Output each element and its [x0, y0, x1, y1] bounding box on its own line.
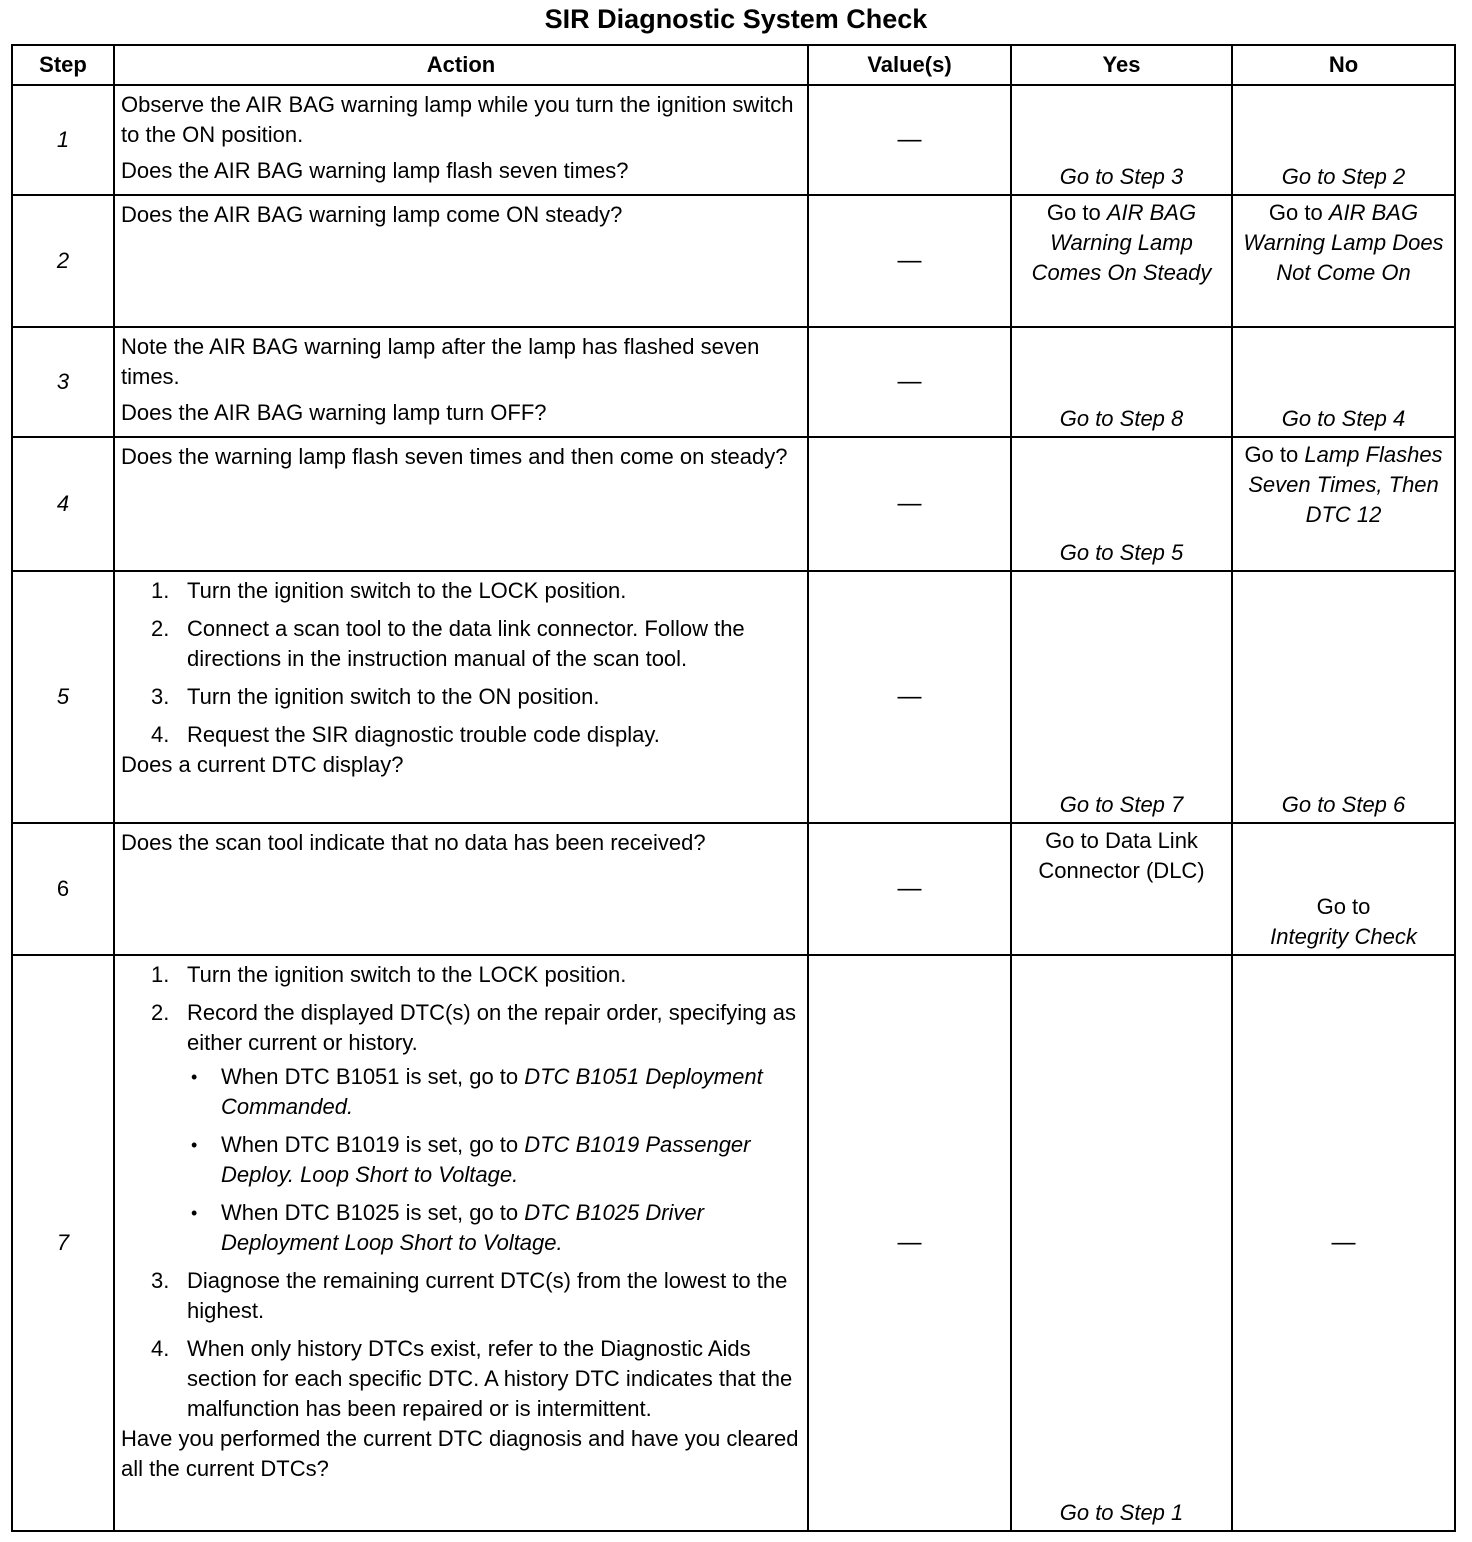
yes-cell: Go to Data Link Connector (DLC): [1011, 823, 1232, 955]
procedure-step: 2. Connect a scan tool to the data link connector. Follow the directions in the instruction manual of the scan tool.: [151, 616, 745, 671]
yes-cell: Go to Step 3: [1011, 85, 1232, 195]
procedure-step: 3. Diagnose the remaining current DTC(s) from the lowest to the highest.: [151, 1268, 788, 1323]
yes-reference: AIR BAG Warning Lamp Comes On Steady: [1031, 200, 1212, 285]
value-cell: —: [808, 955, 1011, 1531]
yes-cell: Go to Step 1: [1011, 955, 1232, 1531]
action-text: Note the AIR BAG warning lamp after the lamp has flashed seven times.: [121, 334, 760, 389]
value-cell: —: [808, 195, 1011, 327]
step-number: 3: [12, 327, 114, 437]
procedure-step: 1. Turn the ignition switch to the LOCK position.: [151, 962, 627, 987]
no-cell: Go to Step 6: [1232, 571, 1455, 823]
action-question: Does a current DTC display?: [121, 752, 404, 777]
no-prefix: Go to: [1244, 442, 1299, 467]
table-row: [12, 195, 1455, 327]
action-text: Observe the AIR BAG warning lamp while you turn the ignition switch to the ON position.: [121, 92, 794, 147]
action-question: Does the AIR BAG warning lamp flash seven times?: [121, 158, 629, 183]
action-question: Does the AIR BAG warning lamp turn OFF?: [121, 400, 547, 425]
dtc-bullet: • When DTC B1025 is set, go to DTC B1025 Driver Deployment Loop Short to Voltage.: [187, 1198, 801, 1258]
procedure-step: 4. Request the SIR diagnostic trouble code display.: [151, 722, 660, 747]
no-cell: [1232, 437, 1455, 571]
diagnostic-table: [11, 44, 1456, 1532]
header-values: Value(s): [808, 45, 1011, 85]
yes-cell: Go to Step 8: [1011, 327, 1232, 437]
no-cell: [1232, 823, 1455, 955]
dtc-reference: DTC B1051 Deployment Commanded.: [221, 1064, 763, 1119]
action-question: Have you performed the current DTC diagnosis and have you cleared all the current DTCs?: [121, 1426, 799, 1481]
table-row: [12, 571, 1455, 823]
procedure-step: 2. Record the displayed DTC(s) on the repair order, specifying as either current or history. • When DTC B1051 is set, go to DTC B1051 Deployment Commanded. • When DTC B1019 is set, go to DTC B1019 Passenger Deploy. Loop Short to Voltage. • When DTC B1025 is set, go to DTC B1025 Driver Deployment Loop Short to Voltage.: [121, 998, 801, 1258]
action-cell: [114, 955, 808, 1531]
value-cell: —: [808, 85, 1011, 195]
table-row: [12, 85, 1455, 195]
no-prefix: Go to: [1268, 200, 1323, 225]
header-step: Step: [12, 45, 114, 85]
action-cell: [114, 571, 808, 823]
procedure-step: 3. Turn the ignition switch to the ON position.: [151, 684, 600, 709]
value-cell: —: [808, 437, 1011, 571]
no-cell: Go to Step 4: [1232, 327, 1455, 437]
table-row: [12, 823, 1455, 955]
step-number: 2: [12, 195, 114, 327]
header-no: No: [1232, 45, 1455, 85]
header-yes: Yes: [1011, 45, 1232, 85]
step-number: 4: [12, 437, 114, 571]
dtc-bullet-list: [187, 1062, 801, 1258]
table-row: [12, 955, 1455, 1531]
value-cell: —: [808, 823, 1011, 955]
table-row: [12, 437, 1455, 571]
header-action: Action: [114, 45, 808, 85]
page-title: SIR Diagnostic System Check: [544, 4, 928, 34]
value-cell: —: [808, 571, 1011, 823]
procedure-step: 4. When only history DTCs exist, refer to the Diagnostic Aids section for each specific DTC. A history DTC indicates that the malfunction has been repaired or is intermittent.: [151, 1336, 793, 1421]
dtc-bullet: • When DTC B1051 is set, go to DTC B1051 Deployment Commanded.: [187, 1062, 801, 1122]
yes-prefix: Go to: [1046, 200, 1101, 225]
action-cell: [114, 195, 808, 327]
yes-cell: Go to Step 7: [1011, 571, 1232, 823]
dtc-bullet: • When DTC B1019 is set, go to DTC B1019 Passenger Deploy. Loop Short to Voltage.: [187, 1130, 801, 1190]
action-cell: [114, 823, 808, 955]
yes-cell: [1011, 195, 1232, 327]
no-cell: —: [1232, 955, 1455, 1531]
no-cell: Go to Step 2: [1232, 85, 1455, 195]
step-number: 5: [12, 571, 114, 823]
action-question: Does the warning lamp flash seven times and then come on steady?: [121, 444, 788, 469]
action-question: Does the AIR BAG warning lamp come ON steady?: [121, 202, 623, 227]
no-reference: Lamp Flashes Seven Times, Then DTC 12: [1248, 442, 1443, 527]
action-question: Does the scan tool indicate that no data has been received?: [121, 830, 706, 855]
dtc-reference: DTC B1025 Driver Deployment Loop Short to Voltage.: [221, 1200, 704, 1255]
action-cell: [114, 85, 808, 195]
value-cell: —: [808, 327, 1011, 437]
table-row: [12, 327, 1455, 437]
action-cell: [114, 327, 808, 437]
procedure-step: 1. Turn the ignition switch to the LOCK position.: [151, 578, 627, 603]
procedure-list: [121, 960, 801, 1424]
no-cell: [1232, 195, 1455, 327]
yes-cell: Go to Step 5: [1011, 437, 1232, 571]
action-cell: [114, 437, 808, 571]
step-number: 1: [12, 85, 114, 195]
dtc-reference: DTC B1019 Passenger Deploy. Loop Short to Voltage.: [221, 1132, 751, 1187]
no-reference: Integrity Check: [1270, 924, 1417, 949]
step-number: 7: [12, 955, 114, 1531]
no-prefix: Go to: [1316, 894, 1371, 919]
header-row: [12, 45, 1455, 85]
procedure-list: [121, 576, 801, 750]
no-reference: AIR BAG Warning Lamp Does Not Come On: [1243, 200, 1444, 285]
step-number: 6: [12, 823, 114, 955]
